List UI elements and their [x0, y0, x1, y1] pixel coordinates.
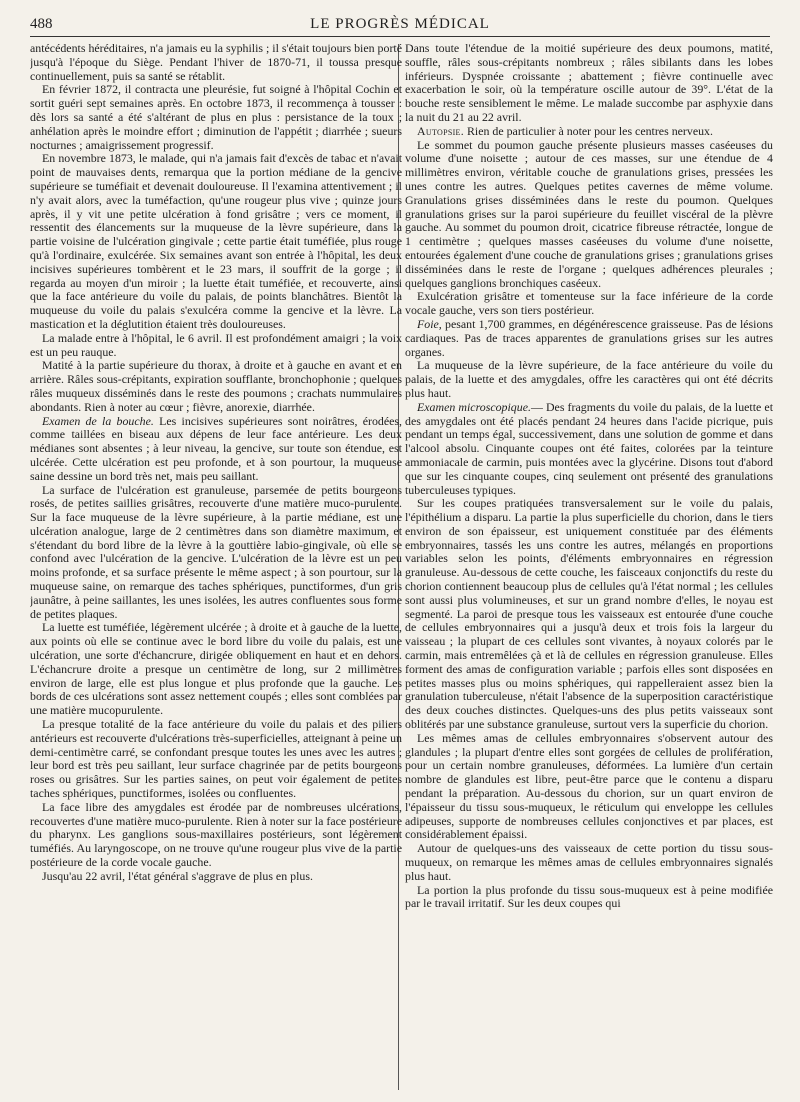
paragraph: La surface de l'ulcération est granuleuse, parsemée de petits bourgeons rosés, de petites saillies grisâtres, recouverte d'une matière muco-purulente. Sur la face muqueuse de la lèvre supérieure, à la partie médiane, est une ulcération analogue, large de 2 centimètres dans son diamètre maximum, et s'étendant du bord libre de la lèvre à la gouttière labio-gingivale, où elle se confond avec l'ulcération de la gencive. L'ulcération de la lèvre est un peu moins profonde, et sa surface présente le même aspect ; à son pourtour, sur la muqueuse saine, on remarque des taches sphériques, punctiformes, d'un gris jaunâtre, à peine saillantes, les unes isolées, les autres confluentes sous forme de petites plaques. [30, 482, 402, 621]
section-lead: Foie, [417, 316, 442, 331]
paragraph: Jusqu'au 22 avril, l'état général s'aggrave de plus en plus. [42, 868, 313, 883]
paragraph: Examen microscopique.— Des fragments du voile du palais, de la luette et des amygdales ont été placés pendant 24 heures dans l'acide picrique, puis pendant un temps égal, successivement, dans une solution de gomme et dans l'alcool absolu. Cinquante coupes ont été faites, colorées par la teinture ammoniacale de carmin, puis montées avec la glycérine. Disons tout d'abord que sur les cinquante coupes, cinq seulement ont présenté des granulations tuberculeuses typiques. [405, 399, 773, 497]
paragraph: Exulcération grisâtre et tomenteuse sur la face inférieure de la corde vocale gauche, vers son tiers postérieur. [405, 289, 773, 318]
paragraph: La presque totalité de la face antérieure du voile du palais et des piliers antérieurs est recouverte d'ulcérations très-superficielles, atteignant à peine un demi-centimètre carré, se confondant presque toutes les unes avec les autres ; leur bord est très peu saillant, leur surface chagrinée par de petits bourgeons roses ou grisâtres. Sur les parties saines, on peut voir également de petites taches sphériques, punctiformes, isolées ou confluentes. [30, 717, 402, 801]
paragraph: antécédents héréditaires, n'a jamais eu la syphilis ; il s'était toujours bien porté jusqu'à l'époque du Siège. Pendant l'hiver de 1870-71, il toussa presque continuellement, puis sa santé se rétablit. [30, 42, 402, 83]
paragraph: La luette est tuméfiée, légèrement ulcérée ; à droite et à gauche de la luette, aux points où elle se continue avec le bord libre du voile du palais, est une ulcération, une sorte d'échancrure, dirigée obliquement en haut et en dehors. L'échancrure droite a presque un centimètre de long, sur 2 millimètres environ de large, elle est plus longue et plus profonde que la gauche. Les bords de ces ulcérations sont assez nettement coupés ; elles sont comblées par une matière mucopurulente. [30, 620, 402, 718]
right-column [405, 42, 773, 1092]
paragraph: Foie, pesant 1,700 grammes, en dégénérescence graisseuse. Pas de lésions cardiaques. Pas de traces apparentes de granulations grises sur les autres organes. [405, 316, 773, 359]
paragraph: Dans toute l'étendue de la moitié supérieure des deux poumons, matité, souffle, râles sous-crépitants nombreux ; râles sibilants dans les lobes inférieurs. Dyspnée croissante ; abattement ; fièvre continuelle avec exacerbation le soir, où la température oscille autour de 39°. L'état de la bouche reste sensiblement le même. Le malade succombe par asphyxie dans la nuit du 21 au 22 avril. [405, 42, 773, 124]
paragraph: Les mêmes amas de cellules embryonnaires s'observent autour des glandules ; la plupart d'entre elles sont gorgées de cellules de prolifération, pour un certain nombre granuleuses, déformées. La lumière d'un certain nombre de glandules est libre, peut-être parce que le contenu a disparu pendant la préparation. Au-dessous du chorion, sur un quart environ de l'épaisseur du tissu sous-muqueux, le réticulum qui enveloppe les cellules adipeuses, supporte de nombreuses cellules conjonctives et par places, est considérablement épaissi. [405, 730, 773, 842]
paragraph: Autour de quelques-uns des vaisseaux de cette portion du tissu sous-muqueux, on remarque les mêmes amas de cellules embryonnaires signalés plus haut. [405, 841, 773, 883]
page-header [30, 14, 770, 37]
paragraph: Matité à la partie supérieure du thorax, à droite et à gauche en avant et en arrière. Râles sous-crépitants, expiration soufflante, bronchophonie ; quelques râles muqueux disséminés dans le reste des poumons ; crachats nummulaires abondants. Rien à noter au cœur ; fièvre, anorexie, diarrhée. [30, 358, 402, 414]
paragraph: La face libre des amygdales est érodée par de nombreuses ulcérations, recouvertes d'une matière muco-purulente. Rien à noter sur la face postérieure du pharynx. Les ganglions sous-maxillaires postérieurs, sont légèrement tuméfiés. Au laryngoscope, on ne trouve qu'une rougeur plus vive de la partie postérieure de la corde vocale gauche. [30, 799, 402, 870]
paragraph: En février 1872, il contracta une pleurésie, fut soigné à l'hôpital Cochin et sortit guéri sept semaines après. En octobre 1873, il recommença à tousser : dès lors sa santé a été s'altérant de plus en plus : persistance de la toux ; anhélation après le moindre effort ; diminution de l'appétit ; diarrhée ; sueurs nocturnes ; amaigrissement progressif. [30, 82, 402, 152]
paragraph: Le sommet du poumon gauche présente plusieurs masses caséeuses du volume d'une noisette ; autour de ces masses, sur une étendue de 4 millimètres environ, véritable couche de granulations grises, pressées les unes contre les autres. Quelques petites cavernes de même volume. Granulations grises disséminées dans le reste du poumon. Quelques granulations grises sur la paroi supérieure du feuillet viscéral de la plèvre gauche. Au sommet du poumon droit, cicatrice fibreuse rétractée, longue de 1 centimètre ; quelques masses caséeuses du volume d'une noisette, entourées également d'une couche de granulations grises ; granulations grises disséminées dans le reste de l'organe ; quelques adhérences pleurales ; quelques ganglions bronchiques caséeux. [405, 137, 773, 290]
paragraph: En novembre 1873, le malade, qui n'a jamais fait d'excès de tabac et n'avait point de mauvaises dents, remarqua que la portion médiane de la gencive supérieure se tuméfiait et devenait douloureuse. Il l'examina attentivement ; il n'y avait alors, avec la tuméfaction, qu'une rougeur plus vive ; quinze jours après, il y vit une petite ulcération à fond grisâtre ; vers ce moment, il ressentit des élancements sur la muqueuse de la lèvre supérieure, dans la partie voisine de l'ulcération gingivale ; cette partie était tuméfiée, plus rouge qu'à l'ordinaire, exulcérée. Six semaines avant son entrée à l'hôpital, les deux incisives supérieures tombèrent et le 23 mars, il souffrit de la gorge ; il regarda au moyen d'un miroir ; la luette était tuméfiée, et recouverte, ainsi que la face antérieure du voile du palais, de points blanchâtres. Bientôt la muqueuse du voile du palais s'exulcéra comme la gencive et la lèvre. La mastication et la déglutition étaient très douloureuses. [30, 151, 402, 331]
paragraph: Sur les coupes pratiquées transversalement sur le voile du palais, l'épithélium a disparu. La partie la plus superficielle du chorion, dans le tiers environ de son épaisseur, est uniquement constituée par des éléments embryonnaires, tassés les uns contre les autres, mélangés en proportions variables selon les points, d'éléments embryonnaires en régression granuleuse. Au-dessous de cette couche, les faisceaux conjonctifs du reste du chorion contiennent beaucoup plus de cellules qu'à l'état normal ; les cellules sont aussi plus volumineuses, et sur un grand nombre d'elles, le noyau est segmenté. La paroi de presque tous les vaisseaux est entourée d'une couche de cellules embryonnaires qui a jusqu'à deux et trois fois la largeur du vaisseau ; la plupart de ces cellules sont vivantes, à noyaux colorés par le carmin, mais entremêlées çà et là de cellules en régression granuleuse. Elles forment des amas de configuration variable ; parfois elles sont disposées en petites masses plus ou moins sphériques, qui rappelleraient assez bien la granulation tuberculeuse, n'était l'absence de la superposition caractéristique des deux couches distinctes. Quelques-uns des plus petits vaisseaux sont oblitérés par une substance granuleuse, surtout vers la superficie du chorion. [405, 496, 773, 732]
section-lead: Examen de la bouche. [42, 413, 154, 428]
paragraph: Autopsie. Rien de particulier à noter pour les centres nerveux. [417, 123, 713, 138]
paragraph: La malade entre à l'hôpital, le 6 avril. Il est profondément amaigri ; la voix est un peu rauque. [30, 330, 402, 359]
paragraph: Examen de la bouche. Les incisives supérieures sont noirâtres, érodées, comme taillées en biseau aux dépens de leur face antérieure. Les deux médianes sont absentes ; à leur niveau, la gencive, sur toute son étendue, est ulcérée. Cette ulcération est peu profonde, et à son pourtour, la muqueuse saine dessine un bord très net, mais peu saillant. [30, 413, 402, 483]
paragraph: La muqueuse de la lèvre supérieure, de la face antérieure du voile du palais, de la luette et des amygdales, offre les caractères qui ont été décrits plus haut. [405, 358, 773, 400]
paragraph: La portion la plus profonde du tissu sous-muqueux est à peine modifiée par le travail irritatif. Sur les deux coupes qui [405, 882, 773, 911]
left-column [30, 42, 402, 1092]
section-lead: Autopsie. [417, 123, 465, 138]
running-title: LE PROGRÈS MÉDICAL [310, 16, 490, 32]
section-lead: Examen microscopique. [417, 399, 531, 414]
page-number: 488 [30, 16, 53, 32]
